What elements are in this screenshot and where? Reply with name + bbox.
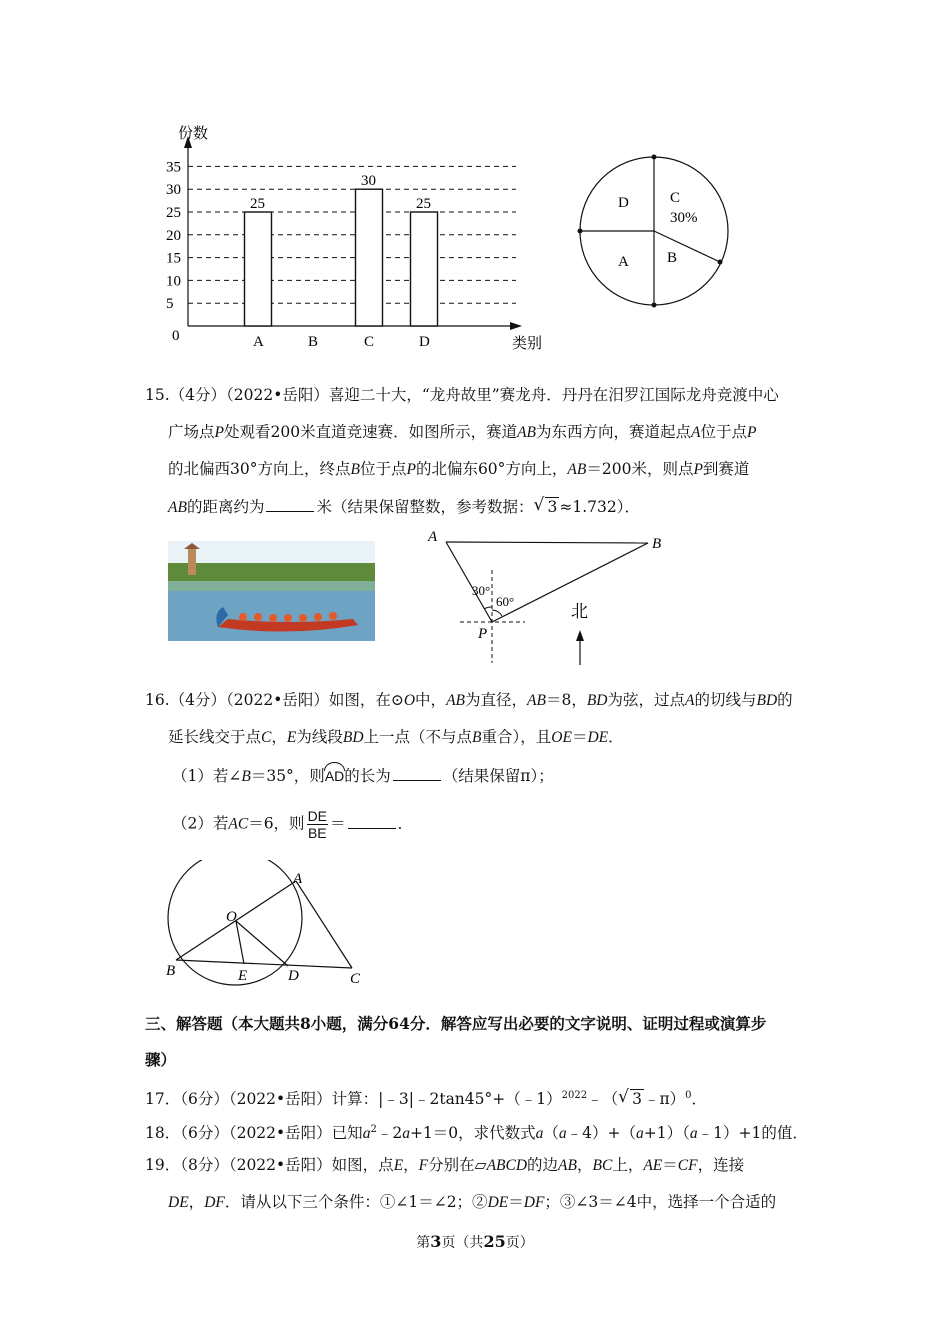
pie-label-a: A: [618, 254, 629, 270]
q15-line4: AB的距离约为 米（结果保留整数，参考数据：√ 3 ≈1.732）．: [168, 497, 640, 518]
point-label-a: A: [428, 529, 438, 545]
angle-arc-60: [492, 610, 502, 616]
fraction-de-be: $\frac{DE}{BE}$: [307, 808, 328, 841]
bar-data-label: 25: [416, 196, 431, 212]
bar: [245, 212, 272, 326]
north-arrow-head: [576, 630, 584, 641]
q17-line: 17．（6分）（2022•岳阳）计算：|﹣3|﹣2tan45°+（﹣1）$^{2022}$﹣（√ 3 ﹣π）$^0$．: [145, 1086, 707, 1109]
q15-line1: 15.（4分）（2022•岳阳）喜迎二十大，“龙舟故里”赛龙舟．丹丹在汨罗江国际龙舟竞渡中心: [145, 386, 779, 404]
pie-slice-divider: [654, 231, 720, 262]
section-3-heading-cont: 骤）: [145, 1050, 177, 1069]
segment-ab: [446, 542, 648, 543]
q16-diagram: [160, 860, 380, 990]
q15-line2: 广场点P处观看200米直道竞速赛．如图所示，赛道AB为东西方向，赛道起点A位于点P: [168, 423, 757, 441]
q16-line1: 16.（4分）（2022•岳阳）如图，在⊙O中，AB为直径，AB＝8，BD为弦，过点A的切线与BD的: [145, 691, 793, 709]
q16-line2: 延长线交于点C，E为线段BD上一点（不与点B重合），且OE＝DE．: [168, 728, 624, 746]
page-total: 25: [483, 1232, 506, 1251]
x-axis-label: 类别: [512, 336, 543, 352]
pie-label-d: D: [618, 195, 629, 211]
y-tick-label: 35: [166, 159, 181, 176]
point-label-b: B: [166, 963, 176, 979]
dragon-boat-photo: [168, 541, 375, 641]
page-number: 3: [430, 1232, 442, 1251]
point-label-e: E: [238, 968, 248, 984]
answer-blank: [348, 814, 396, 829]
segment-od: [236, 921, 288, 966]
north-label: 北: [571, 602, 588, 621]
point-label-o: O: [226, 909, 237, 925]
bar: [356, 189, 383, 326]
pie-label-b: B: [667, 250, 678, 266]
q15-line3: 的北偏西30°方向上，终点B位于点P的北偏东60°方向上，AB＝200米，则点P到赛道: [168, 460, 750, 478]
x-tick-label: D: [419, 334, 430, 350]
point-label-a: A: [293, 871, 303, 887]
x-axis-arrow: [510, 322, 522, 330]
page-footer: 第3页（共25页）: [416, 1232, 534, 1251]
pie-point: [652, 155, 657, 160]
angle-arc-30: [484, 607, 492, 609]
arc-ad: AD: [325, 762, 344, 786]
bar-chart: [160, 120, 560, 360]
point-label-d: D: [288, 968, 299, 984]
q16-part1: （1）若∠B＝35°，则AD的长为 （结果保留π）；: [172, 762, 554, 787]
q15-diagram: [420, 525, 680, 670]
sqrt-symbol: √ 3: [618, 1089, 644, 1109]
segment-bc: [176, 960, 352, 968]
answer-blank: [266, 497, 314, 512]
tangent-ac: [296, 881, 352, 968]
pie-point: [578, 229, 583, 234]
q16-part2: （2）若AC＝6，则 $\frac{DE}{BE}$ ＝ ．: [172, 808, 414, 841]
segment-pb: [492, 543, 648, 622]
pie-point: [718, 260, 723, 265]
y-axis-label: 份数: [178, 126, 209, 142]
point-label-c: C: [350, 971, 361, 987]
y-tick-label: 5: [166, 296, 174, 313]
segment-pa: [446, 542, 492, 622]
y-tick-label: 30: [166, 182, 181, 199]
angle-label-60: 60°: [496, 594, 515, 609]
y-tick-label: 0: [172, 328, 180, 344]
y-tick-label: 10: [166, 273, 181, 290]
y-tick-label: 25: [166, 205, 181, 221]
sqrt-symbol: √ 3: [533, 497, 559, 517]
section-3-heading: 三、解答题（本大题共8小题，满分64分．解答应写出必要的文字说明、证明过程或演算步: [145, 1014, 767, 1033]
pie-point: [652, 303, 657, 308]
bar-data-label: 30: [361, 173, 376, 190]
angle-label-30: 30°: [472, 583, 491, 598]
q19-line2: DE，DF．请从以下三个条件：①∠1＝∠2；②DE＝DF；③∠3＝∠4中，选择一个合适的: [168, 1193, 777, 1211]
pie-label-c: C: [670, 190, 681, 206]
x-tick-label: B: [308, 334, 319, 350]
answer-blank: [393, 766, 441, 781]
x-tick-label: C: [364, 334, 375, 350]
q18-line: 18．（6分）（2022•岳阳）已知$a^2﹣2a+1=0$，求代数式a（a﹣4）+（a+1）（a﹣1）+1的值．: [145, 1124, 808, 1143]
x-tick-label: A: [253, 334, 264, 350]
pie-chart: [575, 150, 735, 310]
bar: [411, 212, 438, 326]
y-tick-label: 20: [166, 227, 181, 244]
point-label-b: B: [652, 536, 662, 552]
bar-data-label: 25: [250, 196, 265, 212]
y-tick-label: 15: [166, 250, 181, 267]
q19-line1: 19．（8分）（2022•岳阳）如图，点E，F分别在▱ABCD的边AB，BC上，AE＝CF，连接: [145, 1156, 745, 1174]
pie-label-c-percent: 30%: [670, 210, 698, 226]
point-label-p: P: [478, 626, 488, 642]
